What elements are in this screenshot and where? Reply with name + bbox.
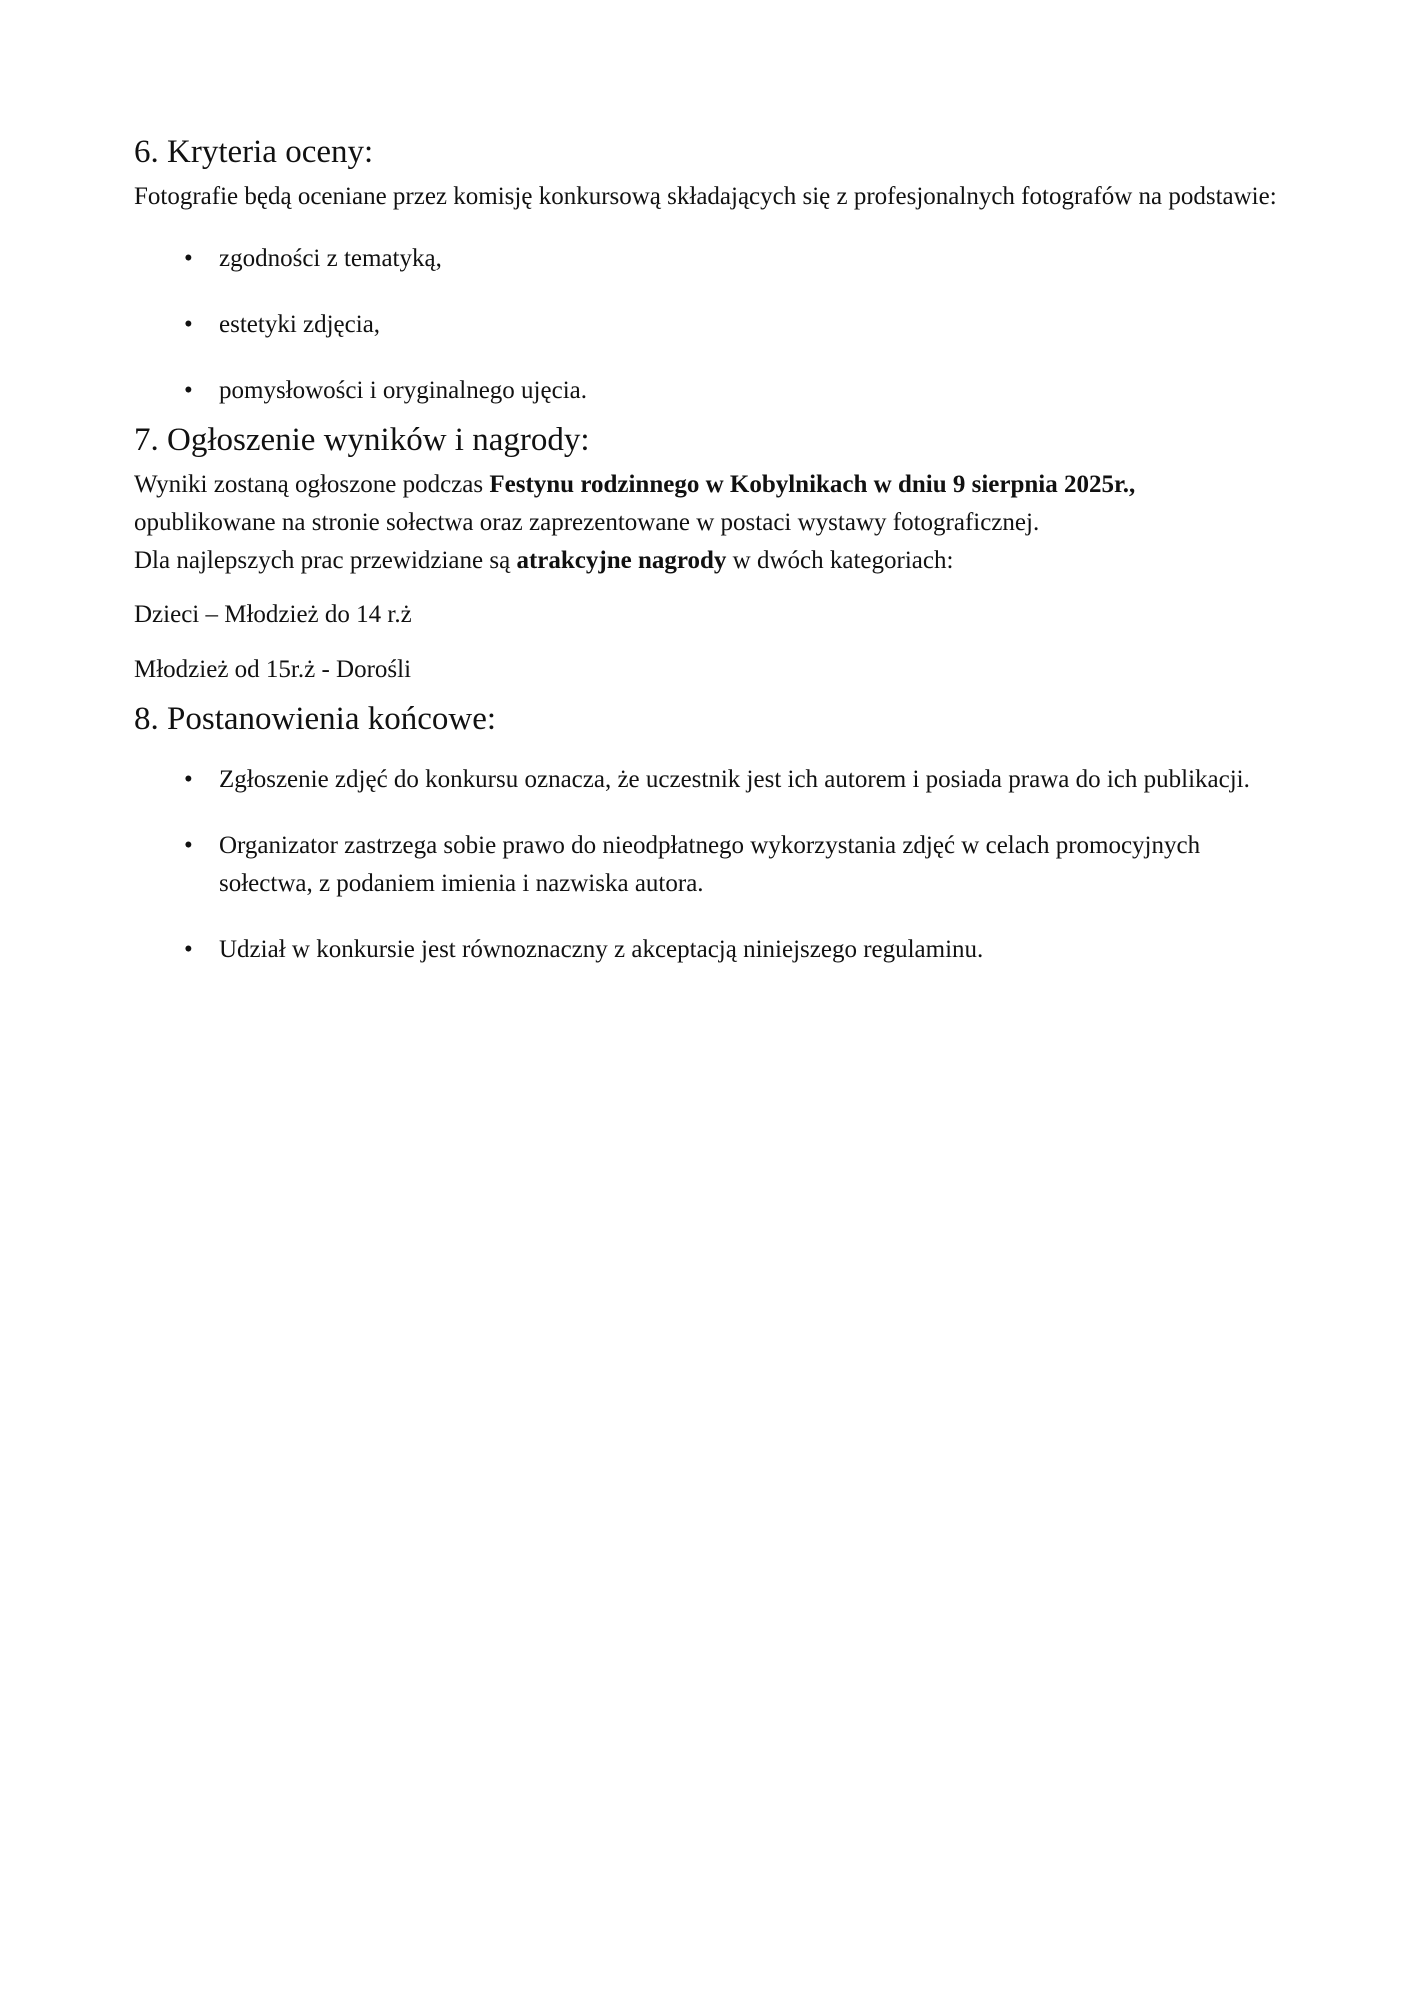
bullet-icon: •: [184, 936, 193, 963]
list-item-text: pomysłowości i oryginalnego ujęcia.: [219, 377, 587, 404]
section-final-provisions: [134, 699, 1294, 969]
category-adults: Młodzież od 15r.ż - Dorośli: [134, 656, 412, 683]
list-item-text: zgodności z tematyką,: [219, 245, 442, 272]
list-item-text: Zgłoszenie zdjęć do konkursu oznacza, że uczestnik jest ich autorem i posiada prawa do ich publikacji.: [219, 766, 1250, 793]
results-paragraph: [134, 466, 1294, 504]
bullet-icon: •: [184, 245, 193, 272]
festival-highlight: Festynu rodzinnego w Kobylnikach w dniu 9 sierpnia 2025r.,: [489, 471, 1136, 498]
bullet-icon: •: [184, 311, 193, 338]
bullet-icon: •: [184, 377, 193, 404]
criteria-intro: Fotografie będą oceniane przez komisję konkursową składających się z profesjonalnych fotografów na podstawie:: [134, 183, 1277, 210]
prizes-text-part: Dla najlepszych prac przewidziane są: [134, 547, 517, 574]
document-page: [134, 132, 1294, 997]
list-item: [134, 827, 1294, 903]
section-criteria: [134, 132, 1294, 410]
section-heading-final: 8. Postanowienia końcowe:: [134, 701, 497, 737]
prizes-text-part: w dwóch kategoriach:: [726, 547, 954, 574]
section-heading-criteria: 6. Kryteria oceny:: [134, 134, 374, 170]
bullet-icon: •: [184, 832, 193, 859]
list-item: [134, 306, 1294, 344]
list-item: [134, 240, 1294, 278]
list-item-text: Organizator zastrzega sobie prawo do nieodpłatnego wykorzystania zdjęć w celach promocyjnych sołectwa, z podaniem imienia i nazwiska autora.: [219, 832, 1201, 897]
results-text-part: Wyniki zostaną ogłoszone podczas: [134, 471, 490, 498]
section-heading-results: 7. Ogłoszenie wyników i nagrody:: [134, 422, 590, 458]
list-item-text: estetyki zdjęcia,: [219, 311, 381, 338]
bullet-icon: •: [184, 766, 193, 793]
category-children: Dzieci – Młodzież do 14 r.ż: [134, 601, 412, 628]
list-item: [134, 761, 1294, 799]
prizes-paragraph: [134, 542, 1294, 580]
list-item: [134, 931, 1294, 969]
list-item-text: Udział w konkursie jest równoznaczny z akceptacją niniejszego regulaminu.: [219, 936, 984, 963]
results-paragraph-continued: opublikowane na stronie sołectwa oraz zaprezentowane w postaci wystawy fotograficznej.: [134, 509, 1040, 536]
results-text: [134, 466, 1294, 580]
criteria-list: [134, 240, 1294, 410]
final-provisions-list: [134, 761, 1294, 969]
section-results: [134, 420, 1294, 689]
list-item: [134, 372, 1294, 410]
prizes-highlight: atrakcyjne nagrody: [516, 547, 727, 574]
